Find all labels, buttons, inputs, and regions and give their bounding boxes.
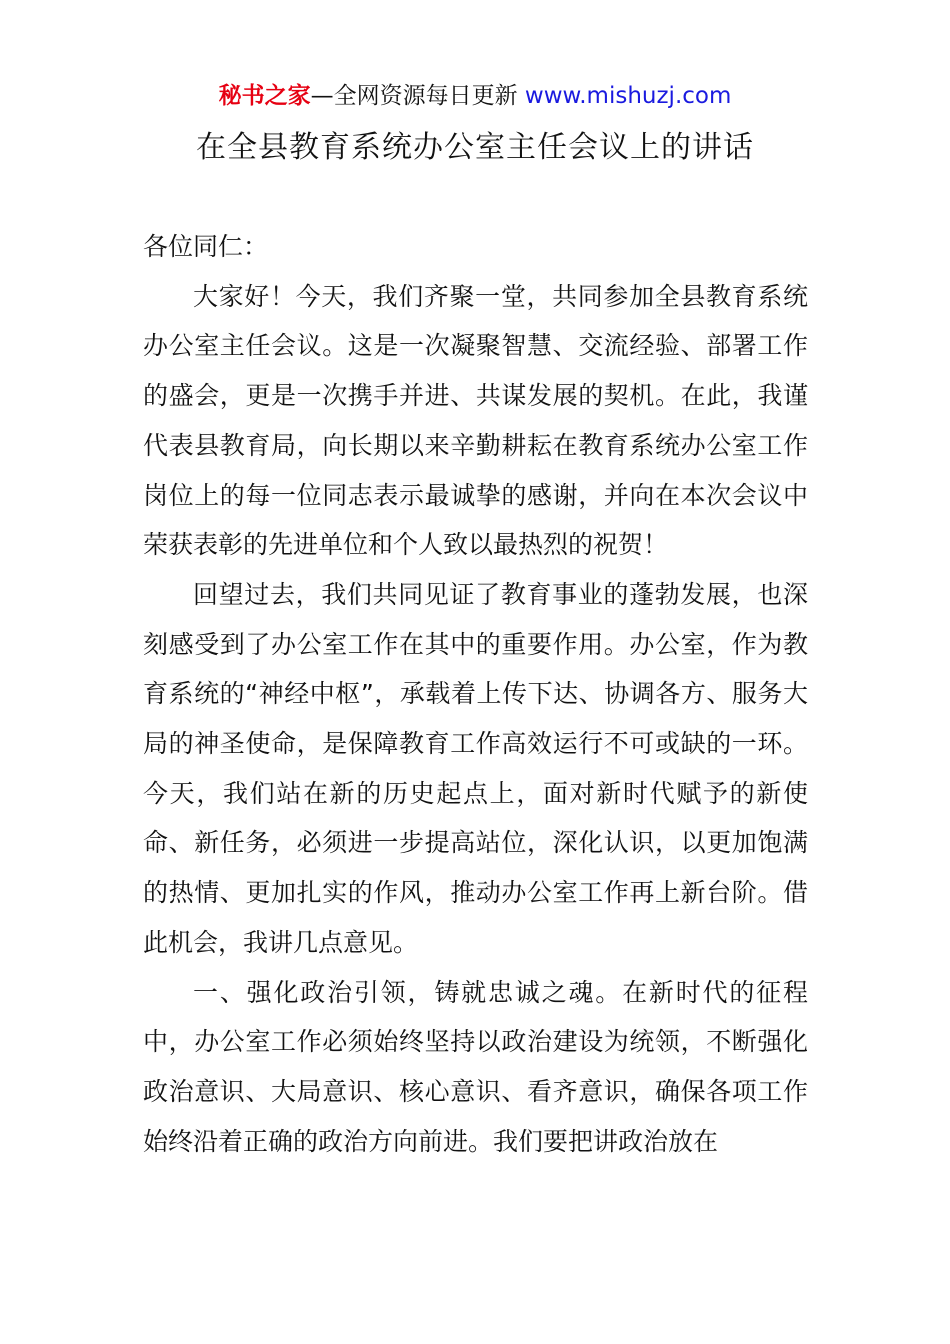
document-body bbox=[143, 222, 808, 1166]
paragraph-3: 一、强化政治引领，铸就忠诚之魂。在新时代的征程中，办公室工作必须始终坚持以政治建设为统领，不断强化政治意识、大局意识、核心意识、看齐意识，确保各项工作始终沿着正确的政治方向前进。我们要把讲政治放在 bbox=[143, 977, 808, 1156]
salutation: 各位同仁： bbox=[143, 232, 269, 261]
paragraph-1: 大家好！今天，我们齐聚一堂，共同参加全县教育系统办公室主任会议。这是一次凝聚智慧、交流经验、部署工作的盛会，更是一次携手并进、共谋发展的契机。在此，我谨代表县教育局，向长期以来辛勤耕耘在教育系统办公室工作岗位上的每一位同志表示最诚挚的感谢，并向在本次会议中荣获表彰的先进单位和个人致以最热烈的祝贺！ bbox=[143, 281, 808, 560]
site-header bbox=[0, 80, 950, 112]
site-brand: 秘书之家 bbox=[218, 83, 311, 109]
paragraph-2: 回望过去，我们共同见证了教育事业的蓬勃发展，也深刻感受到了办公室工作在其中的重要作用。办公室，作为教育系统的“神经中枢”，承载着上传下达、协调各方、服务大局的神圣使命，是保障教育工作高效运行不可或缺的一环。今天，我们站在新的历史起点上，面对新时代赋予的新使命、新任务，必须进一步提高站位，深化认识，以更加饱满的热情、更加扎实的作风，推动办公室工作再上新台阶。借此机会，我讲几点意见。 bbox=[143, 579, 808, 957]
site-url-link[interactable]: www.mishuzj.com bbox=[524, 83, 732, 109]
site-tagline: —全网资源每日更新 bbox=[310, 83, 518, 109]
document-title: 在全县教育系统办公室主任会议上的讲话 bbox=[196, 130, 754, 165]
